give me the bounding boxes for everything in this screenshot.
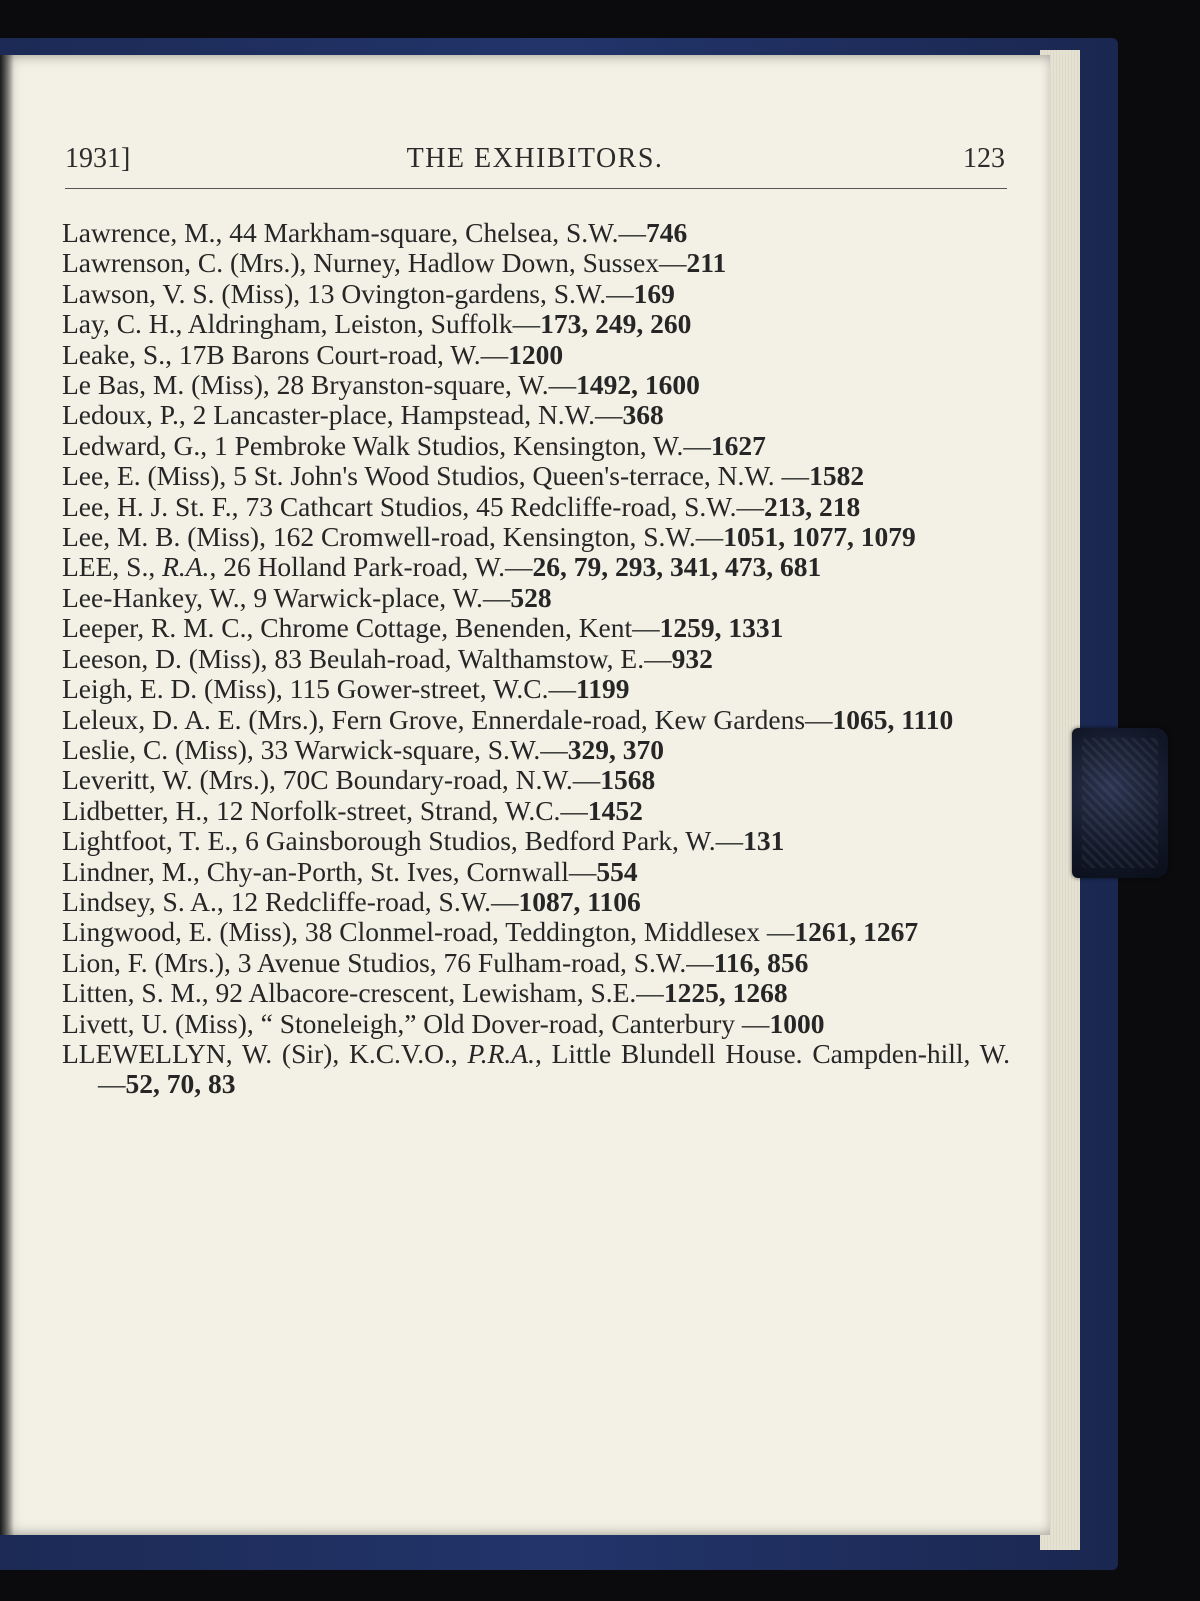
exhibitor-name: Leleux, D. A. E. (Mrs.), (62, 703, 325, 735)
list-item (62, 248, 1010, 278)
exhibitor-address: 83 Beulah-road, Walthamstow, E.— (274, 642, 672, 674)
list-item (62, 461, 1010, 491)
exhibitor-name: Leeson, D. (Miss), (62, 642, 268, 674)
exhibitor-name: LEE, S., (62, 551, 156, 583)
exhibitor-address: 5 St. John's Wood Studios, Queen's-terrace, N.W. — (233, 460, 810, 492)
exhibitor-name: LLEWELLYN, W. (Sir), K.C.V.O., (62, 1037, 458, 1069)
list-item (62, 1039, 1010, 1100)
exhibitor-address: 1 Pembroke Walk Studios, Kensington, W.— (213, 429, 711, 461)
exhibitor-name: Leigh, E. D. (Miss), (62, 673, 283, 705)
catalogue-numbers: 26, 79, 293, 341, 473, 681 (532, 551, 822, 583)
exhibitor-address: 12 Norfolk-street, Strand, W.C.— (215, 794, 588, 826)
list-item (62, 431, 1010, 461)
exhibitor-name: Lawson, V. S. (Miss), (62, 277, 301, 309)
exhibitor-address: , Little Blundell House. Campden-hill, W.— (98, 1037, 1010, 1100)
catalogue-numbers: 1261, 1267 (794, 916, 919, 948)
exhibitor-list (62, 218, 1010, 1100)
catalogue-numbers: 1000 (769, 1007, 825, 1039)
list-item (62, 826, 1010, 856)
exhibitor-name: Lindsey, S. A., (62, 885, 224, 917)
exhibitor-name: Lindner, M., (62, 855, 200, 887)
list-item (62, 552, 1010, 582)
page-number: 123 (963, 143, 1005, 174)
catalogue-numbers: 1065, 1110 (832, 703, 954, 735)
catalogue-numbers: 368 (622, 399, 664, 431)
catalogue-numbers: 1087, 1106 (518, 885, 641, 917)
exhibitor-name: Leeper, R. M. C., (62, 612, 254, 644)
catalogue-numbers: 213, 218 (764, 490, 861, 522)
catalogue-numbers: 1582 (809, 460, 865, 492)
catalogue-numbers: 173, 249, 260 (540, 308, 692, 340)
running-head (65, 143, 1005, 183)
catalogue-numbers: 1199 (576, 673, 630, 705)
exhibitor-name: Litten, S. M., (62, 977, 209, 1009)
catalogue-numbers: 932 (671, 642, 713, 674)
exhibitor-name: Lee, H. J. St. F., (62, 490, 239, 522)
exhibitor-address: 33 Warwick-square, S.W.— (260, 733, 568, 765)
exhibitor-name: Lawrence, M., (62, 217, 223, 248)
exhibitor-address: 73 Cathcart Studios, 45 Redcliffe-road, S.W.— (245, 490, 765, 522)
exhibitor-name: Lay, C. H., (62, 308, 183, 340)
exhibitor-address: 28 Bryanston-square, W.— (276, 369, 577, 401)
exhibitor-name: Lidbetter, H., (62, 794, 210, 826)
exhibitor-name: Leveritt, W. (Mrs.), (62, 764, 276, 796)
exhibitor-address: 9 Warwick-place, W.— (253, 581, 511, 613)
exhibitor-name: Livett, U. (Miss), (62, 1007, 254, 1039)
list-item (62, 370, 1010, 400)
exhibitor-address: 6 Gainsborough Studios, Bedford Park, W.— (245, 825, 744, 857)
exhibitor-address: 13 Ovington-gardens, S.W.— (307, 277, 634, 309)
exhibitor-address: 92 Albacore-crescent, Lewisham, S.E.— (215, 977, 664, 1009)
list-item (62, 613, 1010, 643)
catalogue-numbers: 1452 (587, 794, 643, 826)
exhibitor-address: Nurney, Hadlow Down, Sussex— (313, 247, 687, 279)
list-item (62, 522, 1010, 552)
exhibitor-address: 2 Lancaster-place, Hampstead, N.W.— (192, 399, 623, 431)
catalogue-numbers: 52, 70, 83 (125, 1068, 236, 1100)
page-gutter-shadow (0, 55, 14, 1535)
catalogue-numbers: 1568 (600, 764, 656, 796)
catalogue-numbers: 746 (645, 217, 688, 248)
exhibitor-address: 115 Gower-street, W.C.— (289, 673, 576, 705)
list-item (62, 309, 1010, 339)
header-rule (65, 188, 1007, 189)
exhibitor-rank: P.R.A. (467, 1037, 535, 1069)
catalogue-numbers: 116, 856 (713, 946, 809, 978)
list-item (62, 735, 1010, 765)
catalogue-numbers: 1259, 1331 (659, 612, 784, 644)
catalogue-numbers: 528 (510, 581, 552, 613)
catalogue-numbers: 169 (633, 277, 675, 309)
exhibitor-name: Le Bas, M. (Miss), (62, 369, 270, 401)
exhibitor-name: Lee-Hankey, W., (62, 581, 247, 613)
list-item (62, 674, 1010, 704)
catalogue-numbers: 554 (596, 855, 638, 887)
exhibitor-address: 70C Boundary-road, N.W.— (282, 764, 601, 796)
list-item (62, 492, 1010, 522)
header-year: 1931] (65, 143, 131, 174)
exhibitor-rank: R.A. (162, 551, 210, 583)
catalogue-numbers: 131 (743, 825, 785, 857)
exhibitor-name: Lightfoot, T. E., (62, 825, 239, 857)
list-item (62, 218, 1010, 248)
exhibitor-address: “ Stoneleigh,” Old Dover-road, Canterbury — (260, 1007, 770, 1039)
catalogue-numbers: 329, 370 (567, 733, 664, 765)
exhibitor-address: 12 Redcliffe-road, S.W.— (230, 885, 519, 917)
list-item (62, 765, 1010, 795)
exhibitor-address: 162 Cromwell-road, Kensington, S.W.— (272, 521, 724, 553)
exhibitor-name: Lion, F. (Mrs.), (62, 946, 231, 978)
catalogue-numbers: 1225, 1268 (663, 977, 788, 1009)
catalogue-numbers: 1627 (710, 429, 766, 461)
list-item (62, 857, 1010, 887)
exhibitor-name: Ledward, G., (62, 429, 208, 461)
catalogue-numbers: 1051, 1077, 1079 (723, 521, 916, 553)
exhibitor-address: 17B Barons Court-road, W.— (178, 338, 509, 370)
list-item (62, 644, 1010, 674)
exhibitor-address: 38 Clonmel-road, Teddington, Middlesex — (304, 916, 795, 948)
exhibitor-address: Chrome Cottage, Benenden, Kent— (260, 612, 660, 644)
list-item (62, 978, 1010, 1008)
exhibitor-address: 3 Avenue Studios, 76 Fulham-road, S.W.— (237, 946, 714, 978)
exhibitor-name: Lawrenson, C. (Mrs.), (62, 247, 307, 279)
catalogue-numbers: 1492, 1600 (576, 369, 700, 401)
list-item (62, 340, 1010, 370)
list-item (62, 1009, 1010, 1039)
exhibitor-address: Fern Grove, Ennerdale-road, Kew Gardens— (331, 703, 833, 735)
list-item (62, 948, 1010, 978)
list-item (62, 887, 1010, 917)
catalogue-numbers: 211 (686, 247, 727, 279)
book-clasp (1072, 728, 1168, 878)
exhibitor-address: 44 Markham-square, Chelsea, S.W.— (229, 217, 646, 248)
list-item (62, 917, 1010, 947)
exhibitor-address: Chy-an-Porth, St. Ives, Cornwall— (206, 855, 597, 887)
list-item (62, 705, 1010, 735)
list-item (62, 583, 1010, 613)
exhibitor-name: Leslie, C. (Miss), (62, 733, 254, 765)
list-item (62, 279, 1010, 309)
exhibitor-name: Lee, M. B. (Miss), (62, 521, 266, 553)
list-item (62, 400, 1010, 430)
exhibitor-name: Leake, S., (62, 338, 172, 370)
catalogue-numbers: 1200 (508, 338, 564, 370)
exhibitor-name: Lee, E. (Miss), (62, 460, 227, 492)
exhibitor-name: Ledoux, P., (62, 399, 186, 431)
page-title: THE EXHIBITORS. (406, 143, 664, 174)
exhibitor-name: Lingwood, E. (Miss), (62, 916, 299, 948)
exhibitor-address: , 26 Holland Park-road, W.— (209, 551, 533, 583)
exhibitor-address: Aldringham, Leiston, Suffolk— (187, 308, 541, 340)
list-item (62, 796, 1010, 826)
